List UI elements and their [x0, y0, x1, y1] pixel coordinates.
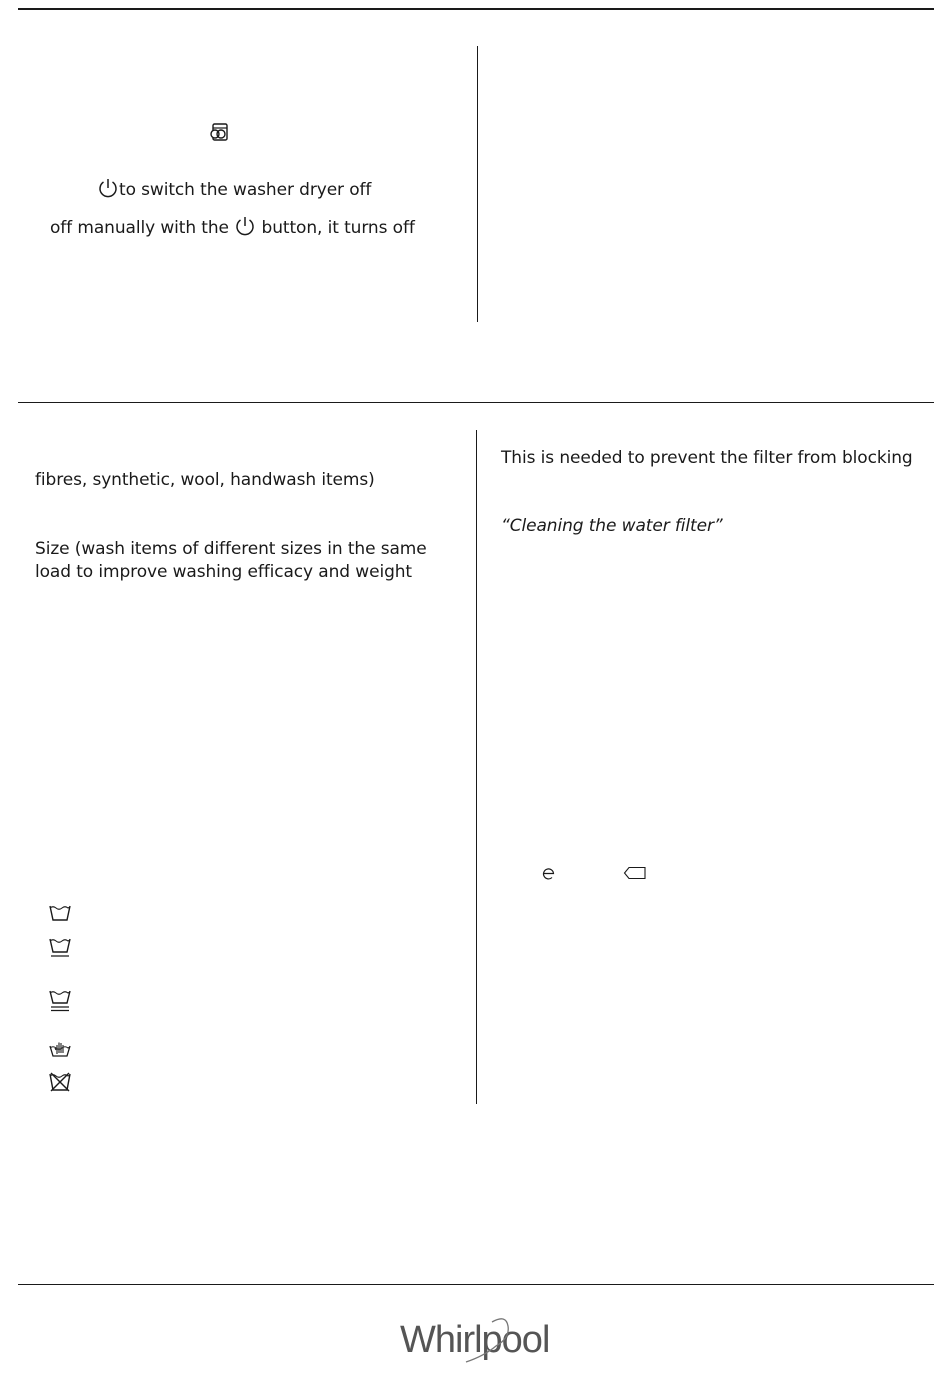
footer-rule [18, 1284, 934, 1285]
switch-off-line: to switch the washer dryer off [97, 177, 371, 206]
fibres-line: fibres, synthetic, wool, handwash items) [35, 470, 375, 490]
manual-off-line: off manually with the button, it turns off [50, 215, 415, 244]
top-rule [18, 8, 934, 10]
column-divider-bottom [476, 430, 477, 1104]
column-divider-top [477, 46, 478, 322]
wash-tub-two-bars-icon [49, 989, 71, 1013]
svg-text:Whirlpool: Whirlpool [400, 1319, 550, 1361]
hand-wash-icon [49, 1040, 71, 1058]
do-not-wash-icon [49, 1072, 71, 1092]
section-divider [18, 402, 934, 403]
filter-blocking-line: This is needed to prevent the filter from blocking [501, 448, 913, 468]
cleaning-filter-reference: “Cleaning the water filter” [501, 516, 723, 536]
load-line: load to improve washing efficacy and weight [35, 562, 412, 582]
wash-tub-one-bar-icon [49, 937, 71, 959]
wash-tub-icon [49, 904, 71, 922]
tag-icon [623, 866, 647, 880]
drum-dry-icon [208, 122, 230, 142]
eco-icon [541, 865, 557, 881]
power-icon [97, 177, 119, 206]
whirlpool-logo [400, 1316, 552, 1368]
size-line: Size (wash items of different sizes in the same [35, 539, 427, 559]
power-icon [234, 215, 256, 244]
